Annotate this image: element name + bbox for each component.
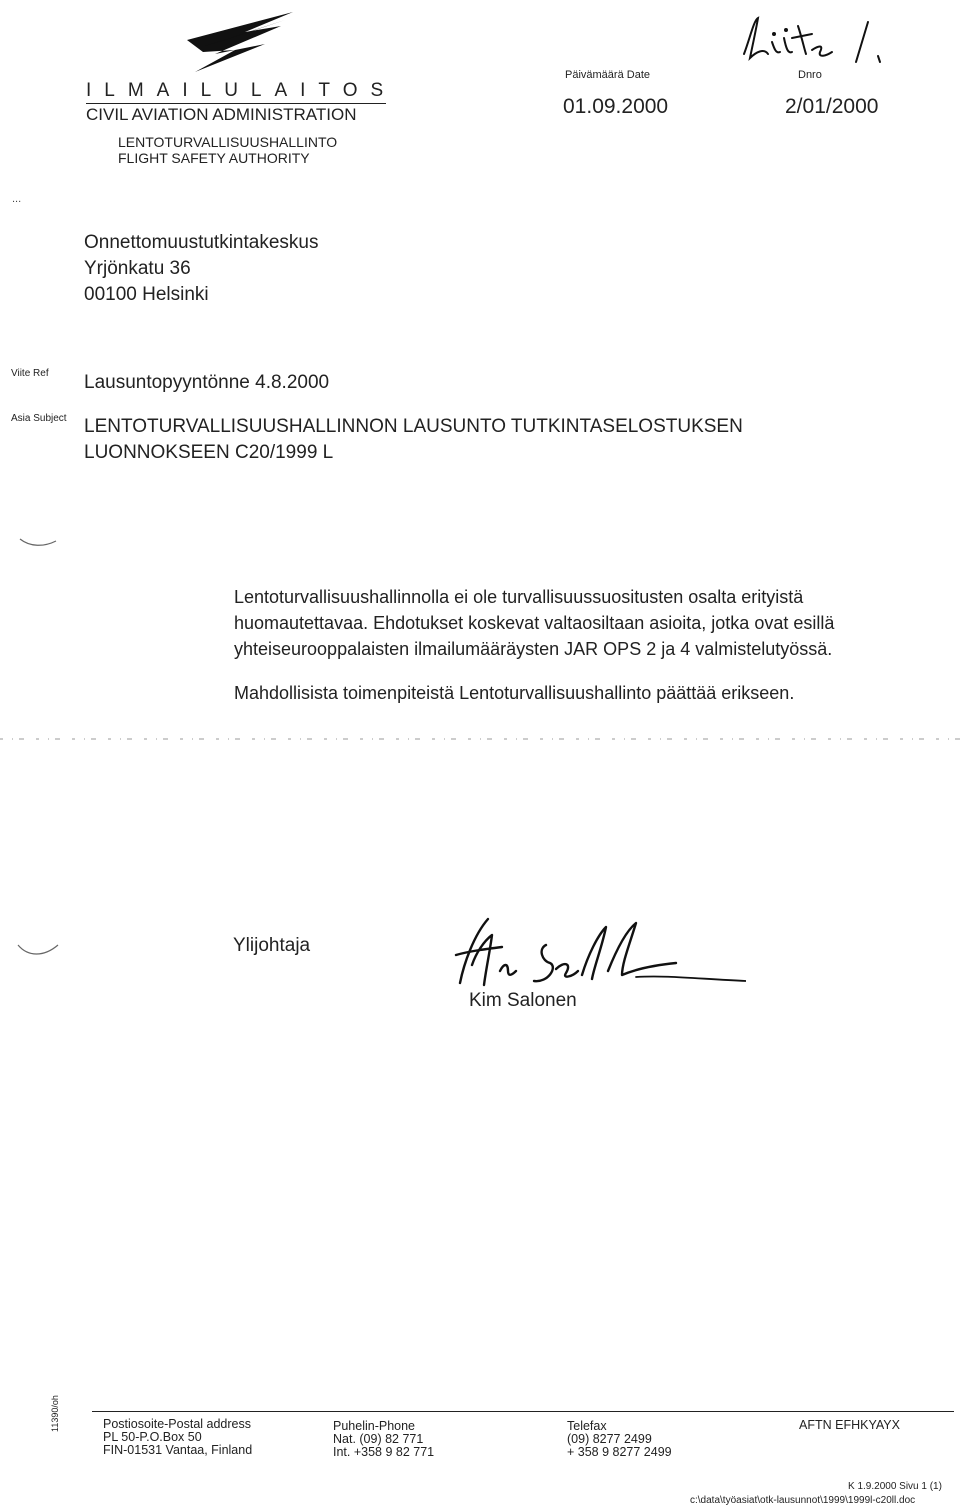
footer-fax-label: Telefax — [567, 1419, 607, 1433]
hole-punch-mark-lower — [14, 925, 74, 965]
subject-label: Asia Subject — [11, 413, 67, 424]
body-paragraph-1 — [234, 584, 834, 662]
footer-divider — [92, 1411, 954, 1412]
footer-address-line-1: PL 50-P.O.Box 50 — [103, 1430, 202, 1444]
footer-postal-address — [103, 1418, 252, 1457]
footer-phone — [333, 1420, 434, 1459]
handwritten-note-text: Liite 1. — [728, 8, 731, 9]
subject-line-2: LUONNOKSEEN C20/1999 L — [84, 442, 334, 463]
org-name-fi: ILMAILULAITOS — [86, 80, 397, 101]
recipient-line-2: Yrjönkatu 36 — [84, 258, 191, 279]
recipient-line-3: 00100 Helsinki — [84, 284, 209, 305]
handwritten-annotation — [728, 8, 898, 70]
footer-file-path: c:\data\työasiat\otk-lausunnot\1999\1999l-c20ll.doc — [690, 1495, 916, 1506]
reference-text: Lausuntopyyntönne 4.8.2000 — [84, 372, 330, 393]
signer-name: Kim Salonen — [469, 990, 577, 1011]
aviation-wings-logo-icon — [185, 10, 295, 80]
body-line-1: Lentoturvallisuushallinnolla ei ole turvallisuussuositusten osalta erityistä — [234, 587, 804, 607]
footer-form-code: 11390/oh — [50, 1395, 60, 1432]
department-name-fi: LENTOTURVALLISUUSHALLINTO — [118, 134, 338, 150]
recipient-line-1: Onnettomuustutkintakeskus — [84, 232, 319, 253]
footer-phone-international: Int. +358 9 82 771 — [333, 1445, 435, 1459]
body-line-2: huomautettavaa. Ehdotukset koskevat valtaosiltaan asioita, jotka ovat esillä — [234, 613, 835, 633]
recipient-address — [84, 230, 318, 308]
scan-artifact-line — [0, 733, 960, 745]
reference-label: Viite Ref — [11, 368, 49, 379]
footer-address-line-2: FIN-01531 Vantaa, Finland — [103, 1443, 253, 1457]
footer-aftn: AFTN EFHKYAYX — [799, 1418, 900, 1432]
reference-number-label: Dnro — [798, 69, 822, 81]
date-value: 01.09.2000 — [563, 95, 669, 118]
footer-phone-national: Nat. (09) 82 771 — [333, 1432, 424, 1446]
footer-phone-label: Puhelin-Phone — [333, 1419, 416, 1433]
footer-fax-international: + 358 9 8277 2499 — [567, 1445, 672, 1459]
org-name-en: CIVIL AVIATION ADMINISTRATION — [86, 105, 357, 124]
body-line-3: yhteiseurooppalaisten ilmailumääräysten JAR OPS 2 ja 4 valmistelutyössä. — [234, 639, 833, 659]
footer-address-label: Postiosoite-Postal address — [103, 1417, 251, 1431]
department-name-en: FLIGHT SAFETY AUTHORITY — [118, 150, 310, 166]
footer-telefax — [567, 1420, 672, 1459]
subject-text — [84, 414, 743, 466]
margin-dots: ... — [12, 193, 22, 205]
footer-fax-national: (09) 8277 2499 — [567, 1432, 652, 1446]
footer-page-info: K 1.9.2000 Sivu 1 (1) — [848, 1481, 942, 1492]
body-paragraph-2: Mahdollisista toimenpiteistä Lentoturvallisuushallinto päättää erikseen. — [234, 683, 795, 703]
hole-punch-mark — [14, 525, 74, 555]
signer-title: Ylijohtaja — [233, 935, 311, 956]
reference-number-value: 2/01/2000 — [785, 95, 879, 118]
subject-line-1: LENTOTURVALLISUUSHALLINNON LAUSUNTO TUTKINTASELOSTUKSEN — [84, 416, 743, 437]
date-label: Päivämäärä Date — [565, 69, 650, 81]
org-name-divider — [86, 103, 386, 104]
